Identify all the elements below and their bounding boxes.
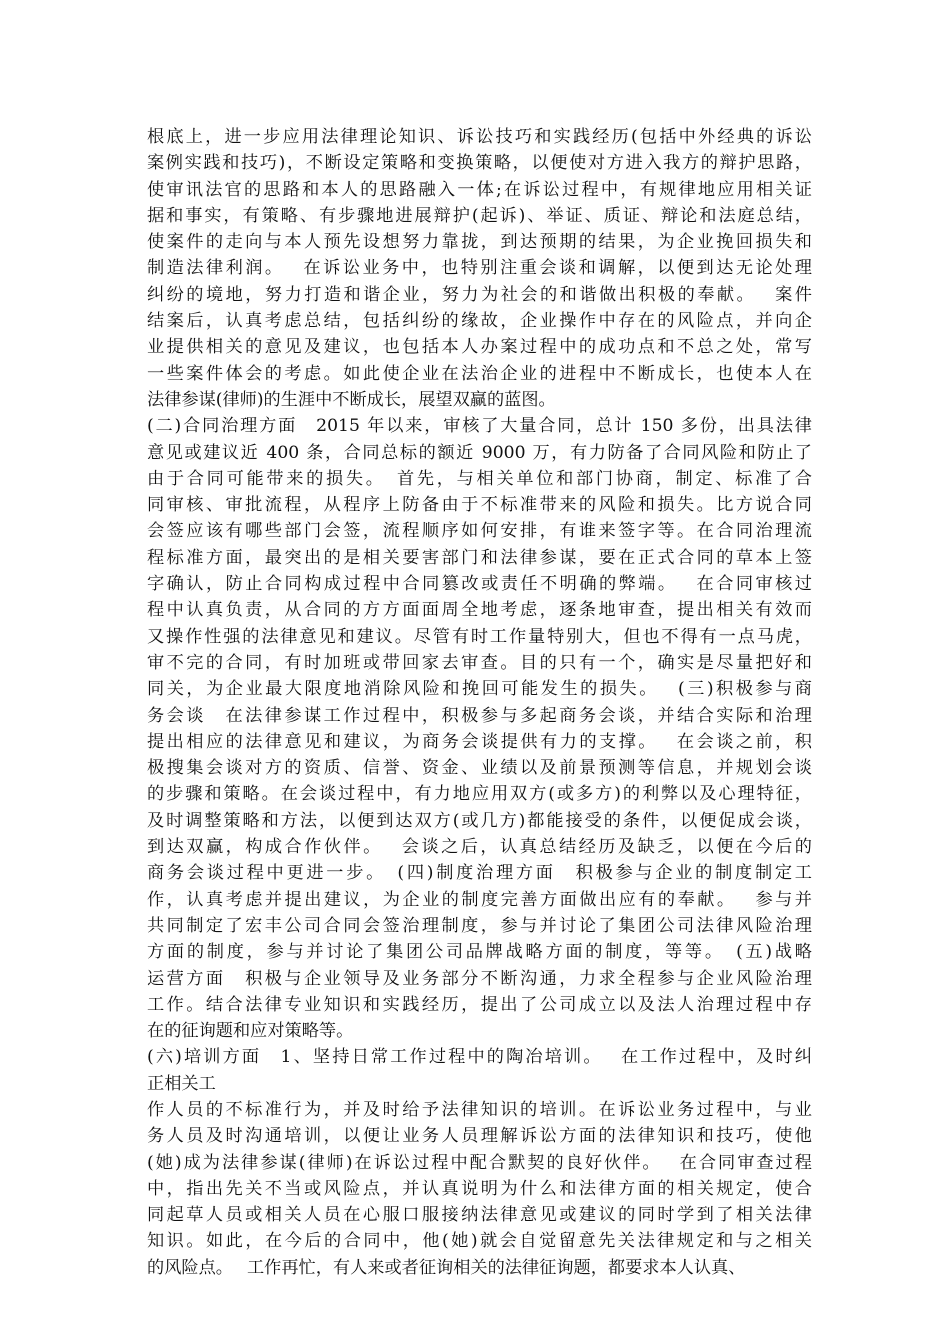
text-line: 作人员的不标准行为，并及时给予法律知识的培训。在诉讼业务过程中，与业 (147, 1099, 812, 1120)
text-line: 务会谈 在法律参谋工作过程中，积极参与多起商务会谈，并结合实际和治理 (147, 705, 812, 726)
text-line: 运营方面 积极与企业领导及业务部分不断沟通，力求全程参与企业风险治理 (147, 968, 812, 989)
text-line: 又操作性强的法律意见和建议。尽管有时工作量特别大，但也不得有一点马虎， (147, 626, 812, 647)
text-line: 根底上，进一步应用法律理论知识、诉讼技巧和实践经历(包括中外经典的诉讼 (147, 127, 812, 147)
text-line: 的步骤和策略。在会谈过程中，有力地应用双方(或多方)的利弊以及心理特征， (147, 784, 812, 805)
text-line: 的风险点。 工作再忙，有人来或者征询相关的法律征询题，都要求本人认真、 (147, 1257, 746, 1278)
text-line: 作，认真考虑并提出建议，为企业的制度完善方面做出应有的奉献。 参与并 (147, 889, 812, 910)
text-line: 同审核、审批流程，从程序上防备由于不标准带来的风险和损失。比方说合同 (147, 495, 812, 516)
text-line: 同关，为企业最大限度地消除风险和挽回可能发生的损失。 (三)积极参与商 (147, 679, 812, 700)
text-line: 制造法律利润。 在诉讼业务中，也特别注重会谈和调解，以便到达无论处理 (147, 258, 812, 279)
text-line: (她)成为法律参谋(律师)在诉讼过程中配合默契的良好伙伴。 在合同审查过程 (147, 1152, 812, 1173)
text-line: 及时调整策略和方法，以便到达双方(或几方)都能接受的条件，以便促成会谈， (147, 810, 812, 831)
text-line: 字确认，防止合同构成过程中合同篡改或责任不明确的弊端。 在合同审核过 (147, 574, 812, 595)
text-line: (六)培训方面 1、坚持日常工作过程中的陶冶培训。 在工作过程中，及时纠 (147, 1047, 812, 1068)
text-line: 方面的制度，参与并讨论了集团公司品牌战略方面的制度，等等。 (五)战略 (147, 942, 812, 963)
text-line: 提出相应的法律意见和建议，为商务会谈提供有力的支撑。 在会谈之前，积 (147, 731, 812, 752)
text-line: 法律参谋(律师)的生涯中不断成长，展望双赢的蓝图。 (147, 389, 556, 410)
text-line: 程中认真负责，从合同的方方面面周全地考虑，逐条地审查，提出相关有效而 (147, 600, 812, 621)
text-line: 知识。如此，在今后的合同中，他(她)就会自觉留意先关法律规定和与之相关 (147, 1231, 812, 1252)
text-line: 工作。结合法律专业知识和实践经历，提出了公司成立以及法人治理过程中存 (147, 994, 812, 1015)
text-line: 在的征询题和应对策略等。 (147, 1021, 354, 1042)
text-line: 一些案件体会的考虑。如此使企业在法治企业的进程中不断成长，也使本人在 (147, 363, 812, 384)
text-line: 案例实践和技巧)，不断设定策略和变换策略，以便使对方进入我方的辩护思路， (147, 153, 812, 174)
text-line: 中，指出先关不当或风险点，并认真说明为什么和法律方面的相关规定，使合 (147, 1178, 812, 1199)
text-line: 极搜集会谈对方的资质、信誉、资金、业绩以及前景预测等信息，并规划会谈 (147, 758, 812, 779)
text-line: 纠纷的境地，努力打造和谐企业，努力为社会的和谐做出积极的奉献。 案件 (147, 284, 812, 305)
text-line: 使审讯法官的思路和本人的思路融入一体;在诉讼过程中，有规律地应用相关证 (147, 179, 812, 200)
text-line: 商务会谈过程中更进一步。 (四)制度治理方面 积极参与企业的制度制定工 (147, 863, 812, 884)
text-line: 由于合同可能带来的损失。 首先，与相关单位和部门协商，制定、标准了合 (147, 468, 812, 489)
text-line: 审不完的合同，有时加班或带回家去审查。目的只有一个，确实是尽量把好和 (147, 652, 812, 673)
text-line: (二)合同治理方面 2015 年以来，审核了大量合同，总计 150 多份，出具法律 (147, 416, 812, 437)
text-line: 结案后，认真考虑总结，包括纠纷的缘故，企业操作中存在的风险点，并向企 (147, 311, 812, 332)
text-line: 业提供相关的意见及建议，也包括本人办案过程中的成功点和不总之处，常写 (147, 337, 812, 358)
text-line: 使案件的走向与本人预先设想努力靠拢，到达预期的结果，为企业挽回损失和 (147, 232, 812, 253)
text-line: 务人员及时沟通培训，以便让业务人员理解诉讼方面的法律知识和技巧，使他 (147, 1126, 812, 1147)
text-line: 程标准方面，最突出的是相关要害部门和法律参谋，要在正式合同的草本上签 (147, 547, 812, 568)
text-line: 意见或建议近 400 条，合同总标的额近 9000 万，有力防备了合同风险和防止了 (147, 442, 812, 463)
text-line: 据和事实，有策略、有步骤地进展辩护(起诉)、举证、质证、辩论和法庭总结， (147, 205, 812, 226)
body-text (147, 124, 812, 1281)
text-line: 同起草人员或相关人员在心服口服接纳法律意见或建议的同时学到了相关法律 (147, 1205, 812, 1226)
text-line: 正相关工 (147, 1073, 216, 1094)
text-line: 会签应该有哪些部门会签，流程顺序如何安排，有谁来签字等。在合同治理流 (147, 521, 812, 542)
text-line: 到达双赢，构成合作伙伴。 会谈之后，认真总结经历及缺乏，以便在今后的 (147, 837, 812, 858)
text-line: 共同制定了宏丰公司合同会签治理制度，参与并讨论了集团公司法律风险治理 (147, 915, 812, 936)
